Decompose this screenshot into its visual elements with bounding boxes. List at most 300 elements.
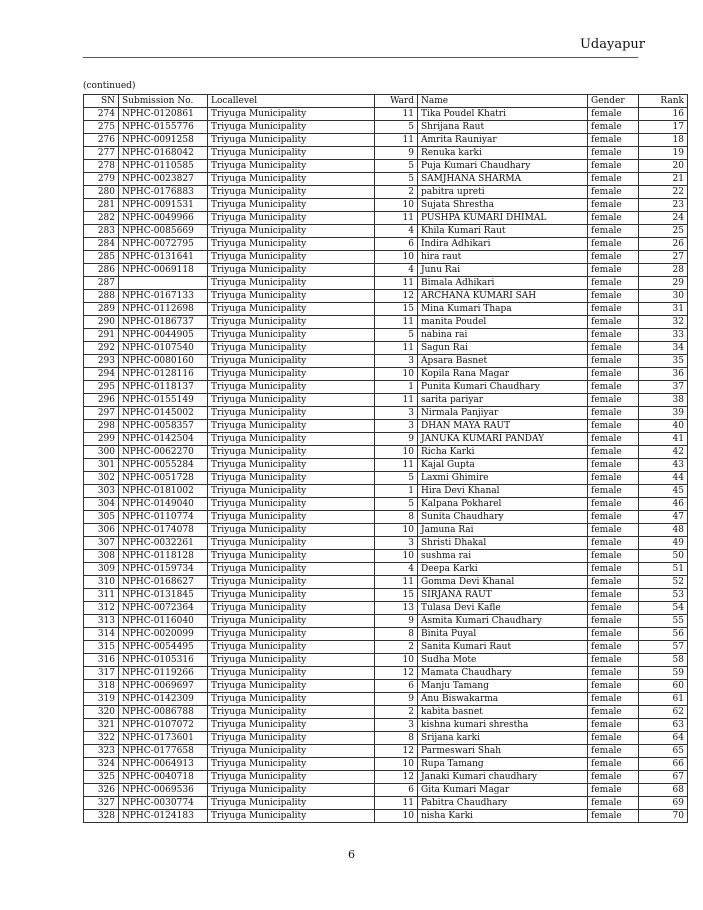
cell-ward: 6 [375, 680, 418, 693]
cell-rank: 61 [639, 693, 688, 706]
cell-rank: 20 [639, 160, 688, 173]
cell-sn: 314 [84, 628, 119, 641]
cell-rank: 27 [639, 251, 688, 264]
cell-locallevel: Triyuga Municipality [208, 784, 375, 797]
cell-locallevel: Triyuga Municipality [208, 121, 375, 134]
cell-sn: 295 [84, 381, 119, 394]
cell-submission-no: NPHC-0091258 [119, 134, 208, 147]
table-row [84, 654, 688, 667]
cell-rank: 67 [639, 771, 688, 784]
cell-submission-no: NPHC-0128116 [119, 368, 208, 381]
cell-rank: 32 [639, 316, 688, 329]
cell-sn: 278 [84, 160, 119, 173]
cell-ward: 12 [375, 745, 418, 758]
cell-name: Manju Tamang [418, 680, 588, 693]
cell-ward: 3 [375, 719, 418, 732]
cell-sn: 275 [84, 121, 119, 134]
cell-sn: 302 [84, 472, 119, 485]
table-row [84, 537, 688, 550]
cell-gender: female [588, 680, 639, 693]
cell-rank: 22 [639, 186, 688, 199]
cell-locallevel: Triyuga Municipality [208, 576, 375, 589]
cell-submission-no: NPHC-0044905 [119, 329, 208, 342]
cell-submission-no: NPHC-0110585 [119, 160, 208, 173]
cell-name: PUSHPA KUMARI DHIMAL [418, 212, 588, 225]
cell-locallevel: Triyuga Municipality [208, 264, 375, 277]
cell-locallevel: Triyuga Municipality [208, 225, 375, 238]
page-number: 6 [348, 848, 355, 861]
column-header-submission-no: Submission No. [119, 95, 208, 108]
cell-submission-no: NPHC-0167133 [119, 290, 208, 303]
table-row [84, 420, 688, 433]
cell-gender: female [588, 511, 639, 524]
cell-rank: 17 [639, 121, 688, 134]
cell-rank: 24 [639, 212, 688, 225]
cell-sn: 274 [84, 108, 119, 121]
cell-gender: female [588, 485, 639, 498]
cell-submission-no: NPHC-0181002 [119, 485, 208, 498]
cell-ward: 4 [375, 563, 418, 576]
table-row [84, 173, 688, 186]
cell-submission-no: NPHC-0105316 [119, 654, 208, 667]
cell-gender: female [588, 303, 639, 316]
cell-ward: 10 [375, 446, 418, 459]
cell-locallevel: Triyuga Municipality [208, 472, 375, 485]
cell-locallevel: Triyuga Municipality [208, 511, 375, 524]
cell-gender: female [588, 810, 639, 823]
cell-name: Mamata Chaudhary [418, 667, 588, 680]
cell-name: Laxmi Ghimire [418, 472, 588, 485]
table-row [84, 485, 688, 498]
cell-name: Renuka karki [418, 147, 588, 160]
cell-ward: 12 [375, 667, 418, 680]
table-row [84, 576, 688, 589]
table-row [84, 810, 688, 823]
cell-ward: 9 [375, 147, 418, 160]
cell-locallevel: Triyuga Municipality [208, 719, 375, 732]
cell-gender: female [588, 173, 639, 186]
cell-sn: 296 [84, 394, 119, 407]
column-header-name: Name [418, 95, 588, 108]
cell-ward: 15 [375, 589, 418, 602]
cell-submission-no: NPHC-0159734 [119, 563, 208, 576]
cell-locallevel: Triyuga Municipality [208, 238, 375, 251]
cell-rank: 52 [639, 576, 688, 589]
cell-name: Deepa Karki [418, 563, 588, 576]
table-row [84, 758, 688, 771]
cell-gender: female [588, 342, 639, 355]
cell-rank: 57 [639, 641, 688, 654]
cell-sn: 297 [84, 407, 119, 420]
cell-rank: 69 [639, 797, 688, 810]
cell-sn: 282 [84, 212, 119, 225]
cell-locallevel: Triyuga Municipality [208, 355, 375, 368]
cell-name: Amrita Rauniyar [418, 134, 588, 147]
cell-submission-no: NPHC-0149040 [119, 498, 208, 511]
cell-gender: female [588, 498, 639, 511]
cell-sn: 310 [84, 576, 119, 589]
cell-gender: female [588, 368, 639, 381]
cell-locallevel: Triyuga Municipality [208, 303, 375, 316]
cell-locallevel: Triyuga Municipality [208, 342, 375, 355]
cell-sn: 289 [84, 303, 119, 316]
table-row [84, 264, 688, 277]
cell-rank: 58 [639, 654, 688, 667]
cell-ward: 15 [375, 303, 418, 316]
cell-name: nisha Karki [418, 810, 588, 823]
table-row [84, 719, 688, 732]
cell-sn: 319 [84, 693, 119, 706]
cell-ward: 8 [375, 511, 418, 524]
cell-ward: 12 [375, 290, 418, 303]
table-row [84, 784, 688, 797]
cell-name: Nirmala Panjiyar [418, 407, 588, 420]
cell-submission-no: NPHC-0155149 [119, 394, 208, 407]
cell-gender: female [588, 602, 639, 615]
cell-name: Khila Kumari Raut [418, 225, 588, 238]
table-row [84, 511, 688, 524]
table-row [84, 355, 688, 368]
cell-ward: 11 [375, 342, 418, 355]
cell-gender: female [588, 693, 639, 706]
cell-name: Parmeswari Shah [418, 745, 588, 758]
cell-sn: 305 [84, 511, 119, 524]
cell-gender: female [588, 771, 639, 784]
cell-gender: female [588, 199, 639, 212]
table-row [84, 797, 688, 810]
table-row [84, 498, 688, 511]
cell-sn: 306 [84, 524, 119, 537]
table-row [84, 186, 688, 199]
cell-name: ARCHANA KUMARI SAH [418, 290, 588, 303]
cell-locallevel: Triyuga Municipality [208, 485, 375, 498]
cell-submission-no: NPHC-0107540 [119, 342, 208, 355]
cell-submission-no: NPHC-0142309 [119, 693, 208, 706]
cell-gender: female [588, 290, 639, 303]
cell-name: Sagun Rai [418, 342, 588, 355]
cell-submission-no: NPHC-0112698 [119, 303, 208, 316]
cell-rank: 65 [639, 745, 688, 758]
cell-rank: 43 [639, 459, 688, 472]
cell-gender: female [588, 654, 639, 667]
cell-ward: 4 [375, 264, 418, 277]
cell-sn: 323 [84, 745, 119, 758]
cell-ward: 10 [375, 810, 418, 823]
cell-name: DHAN MAYA RAUT [418, 420, 588, 433]
table-row [84, 641, 688, 654]
table-header-row [84, 95, 688, 108]
cell-submission-no: NPHC-0023827 [119, 173, 208, 186]
cell-locallevel: Triyuga Municipality [208, 173, 375, 186]
cell-rank: 23 [639, 199, 688, 212]
cell-gender: female [588, 615, 639, 628]
cell-ward: 11 [375, 277, 418, 290]
cell-ward: 1 [375, 485, 418, 498]
cell-locallevel: Triyuga Municipality [208, 407, 375, 420]
cell-name: Pabitra Chaudhary [418, 797, 588, 810]
cell-sn: 325 [84, 771, 119, 784]
table-row [84, 732, 688, 745]
cell-name: Kalpana Pokharel [418, 498, 588, 511]
records-table [83, 94, 688, 823]
table-row [84, 524, 688, 537]
cell-submission-no: NPHC-0168042 [119, 147, 208, 160]
cell-rank: 68 [639, 784, 688, 797]
cell-ward: 3 [375, 407, 418, 420]
cell-sn: 290 [84, 316, 119, 329]
cell-locallevel: Triyuga Municipality [208, 290, 375, 303]
cell-rank: 48 [639, 524, 688, 537]
cell-rank: 38 [639, 394, 688, 407]
cell-locallevel: Triyuga Municipality [208, 251, 375, 264]
cell-name: Tika Poudel Khatri [418, 108, 588, 121]
cell-locallevel: Triyuga Municipality [208, 277, 375, 290]
cell-sn: 322 [84, 732, 119, 745]
cell-name: Jamuna Rai [418, 524, 588, 537]
cell-ward: 6 [375, 784, 418, 797]
table-row [84, 251, 688, 264]
cell-locallevel: Triyuga Municipality [208, 368, 375, 381]
cell-name: sushma rai [418, 550, 588, 563]
cell-gender: female [588, 433, 639, 446]
table-row [84, 472, 688, 485]
cell-submission-no: NPHC-0120861 [119, 108, 208, 121]
cell-rank: 16 [639, 108, 688, 121]
cell-ward: 2 [375, 641, 418, 654]
cell-rank: 26 [639, 238, 688, 251]
cell-sn: 307 [84, 537, 119, 550]
page-header-title: Udayapur [579, 37, 645, 52]
table-row [84, 706, 688, 719]
cell-rank: 34 [639, 342, 688, 355]
cell-name: Kopila Rana Magar [418, 368, 588, 381]
cell-sn: 300 [84, 446, 119, 459]
cell-name: nabina rai [418, 329, 588, 342]
cell-locallevel: Triyuga Municipality [208, 667, 375, 680]
cell-locallevel: Triyuga Municipality [208, 134, 375, 147]
cell-submission-no: NPHC-0155776 [119, 121, 208, 134]
cell-locallevel: Triyuga Municipality [208, 446, 375, 459]
cell-submission-no: NPHC-0020099 [119, 628, 208, 641]
cell-submission-no: NPHC-0030774 [119, 797, 208, 810]
cell-rank: 35 [639, 355, 688, 368]
cell-ward: 5 [375, 329, 418, 342]
cell-name: Punita Kumari Chaudhary [418, 381, 588, 394]
cell-gender: female [588, 524, 639, 537]
cell-sn: 284 [84, 238, 119, 251]
cell-gender: female [588, 420, 639, 433]
cell-ward: 5 [375, 472, 418, 485]
cell-gender: female [588, 667, 639, 680]
table-row [84, 602, 688, 615]
cell-gender: female [588, 641, 639, 654]
cell-submission-no: NPHC-0064913 [119, 758, 208, 771]
cell-name: hira raut [418, 251, 588, 264]
cell-ward: 10 [375, 758, 418, 771]
cell-gender: female [588, 121, 639, 134]
cell-sn: 298 [84, 420, 119, 433]
cell-name: Rupa Tamang [418, 758, 588, 771]
cell-rank: 53 [639, 589, 688, 602]
cell-name: SAMJHANA SHARMA [418, 173, 588, 186]
cell-ward: 10 [375, 251, 418, 264]
column-header-gender: Gender [588, 95, 639, 108]
cell-gender: female [588, 784, 639, 797]
cell-submission-no: NPHC-0054495 [119, 641, 208, 654]
cell-rank: 45 [639, 485, 688, 498]
table-row [84, 745, 688, 758]
cell-name: Gita Kumari Magar [418, 784, 588, 797]
cell-submission-no: NPHC-0110774 [119, 511, 208, 524]
cell-sn: 299 [84, 433, 119, 446]
cell-gender: female [588, 459, 639, 472]
table-header [84, 95, 688, 108]
column-header-rank: Rank [639, 95, 688, 108]
cell-rank: 29 [639, 277, 688, 290]
cell-sn: 280 [84, 186, 119, 199]
cell-submission-no: NPHC-0142504 [119, 433, 208, 446]
cell-gender: female [588, 160, 639, 173]
table-row [84, 394, 688, 407]
cell-name: Bimala Adhikari [418, 277, 588, 290]
cell-name: Sanita Kumari Raut [418, 641, 588, 654]
cell-rank: 63 [639, 719, 688, 732]
cell-gender: female [588, 758, 639, 771]
cell-name: Mina Kumari Thapa [418, 303, 588, 316]
cell-submission-no: NPHC-0119266 [119, 667, 208, 680]
cell-gender: female [588, 407, 639, 420]
cell-ward: 5 [375, 160, 418, 173]
cell-locallevel: Triyuga Municipality [208, 108, 375, 121]
table-row [84, 147, 688, 160]
cell-gender: female [588, 563, 639, 576]
cell-rank: 30 [639, 290, 688, 303]
cell-locallevel: Triyuga Municipality [208, 810, 375, 823]
cell-rank: 59 [639, 667, 688, 680]
cell-gender: female [588, 225, 639, 238]
cell-rank: 64 [639, 732, 688, 745]
cell-submission-no: NPHC-0040718 [119, 771, 208, 784]
cell-rank: 47 [639, 511, 688, 524]
cell-submission-no: NPHC-0072795 [119, 238, 208, 251]
table-row [84, 667, 688, 680]
cell-ward: 11 [375, 108, 418, 121]
cell-locallevel: Triyuga Municipality [208, 212, 375, 225]
cell-locallevel: Triyuga Municipality [208, 628, 375, 641]
cell-rank: 42 [639, 446, 688, 459]
cell-gender: female [588, 576, 639, 589]
table-row [84, 771, 688, 784]
table-row [84, 316, 688, 329]
cell-ward: 8 [375, 732, 418, 745]
cell-ward: 1 [375, 381, 418, 394]
cell-rank: 25 [639, 225, 688, 238]
cell-gender: female [588, 251, 639, 264]
cell-locallevel: Triyuga Municipality [208, 615, 375, 628]
table-row [84, 121, 688, 134]
cell-locallevel: Triyuga Municipality [208, 680, 375, 693]
cell-sn: 303 [84, 485, 119, 498]
cell-rank: 39 [639, 407, 688, 420]
cell-ward: 10 [375, 524, 418, 537]
cell-ward: 12 [375, 771, 418, 784]
cell-sn: 311 [84, 589, 119, 602]
cell-rank: 21 [639, 173, 688, 186]
cell-rank: 49 [639, 537, 688, 550]
cell-name: Asmita Kumari Chaudhary [418, 615, 588, 628]
table-row [84, 212, 688, 225]
cell-locallevel: Triyuga Municipality [208, 745, 375, 758]
cell-ward: 10 [375, 550, 418, 563]
cell-name: Indira Adhikari [418, 238, 588, 251]
cell-gender: female [588, 277, 639, 290]
table-row [84, 407, 688, 420]
table-row [84, 446, 688, 459]
cell-sn: 304 [84, 498, 119, 511]
cell-name: Sudha Mote [418, 654, 588, 667]
table-row [84, 459, 688, 472]
table-row [84, 160, 688, 173]
cell-rank: 33 [639, 329, 688, 342]
cell-ward: 5 [375, 498, 418, 511]
table-row [84, 199, 688, 212]
cell-rank: 44 [639, 472, 688, 485]
cell-sn: 309 [84, 563, 119, 576]
cell-locallevel: Triyuga Municipality [208, 420, 375, 433]
cell-sn: 286 [84, 264, 119, 277]
cell-sn: 294 [84, 368, 119, 381]
cell-sn: 312 [84, 602, 119, 615]
cell-locallevel: Triyuga Municipality [208, 758, 375, 771]
cell-submission-no: NPHC-0174078 [119, 524, 208, 537]
cell-submission-no: NPHC-0116040 [119, 615, 208, 628]
cell-sn: 281 [84, 199, 119, 212]
table-row [84, 693, 688, 706]
cell-gender: female [588, 589, 639, 602]
cell-sn: 285 [84, 251, 119, 264]
cell-locallevel: Triyuga Municipality [208, 550, 375, 563]
cell-gender: female [588, 797, 639, 810]
cell-name: kishna kumari shrestha [418, 719, 588, 732]
cell-gender: female [588, 108, 639, 121]
cell-gender: female [588, 706, 639, 719]
column-header-sn: SN [84, 95, 119, 108]
cell-rank: 19 [639, 147, 688, 160]
cell-submission-no: NPHC-0168627 [119, 576, 208, 589]
cell-submission-no: NPHC-0049966 [119, 212, 208, 225]
cell-rank: 54 [639, 602, 688, 615]
cell-ward: 10 [375, 199, 418, 212]
column-header-locallevel: Locallevel [208, 95, 375, 108]
cell-rank: 62 [639, 706, 688, 719]
table-row [84, 303, 688, 316]
cell-gender: female [588, 329, 639, 342]
cell-ward: 9 [375, 615, 418, 628]
cell-submission-no [119, 277, 208, 290]
cell-locallevel: Triyuga Municipality [208, 433, 375, 446]
table-row [84, 342, 688, 355]
cell-rank: 36 [639, 368, 688, 381]
table-row [84, 238, 688, 251]
cell-ward: 11 [375, 459, 418, 472]
cell-submission-no: NPHC-0069697 [119, 680, 208, 693]
cell-name: Gomma Devi Khanal [418, 576, 588, 589]
cell-rank: 18 [639, 134, 688, 147]
cell-gender: female [588, 381, 639, 394]
cell-gender: female [588, 316, 639, 329]
cell-gender: female [588, 628, 639, 641]
cell-locallevel: Triyuga Municipality [208, 147, 375, 160]
